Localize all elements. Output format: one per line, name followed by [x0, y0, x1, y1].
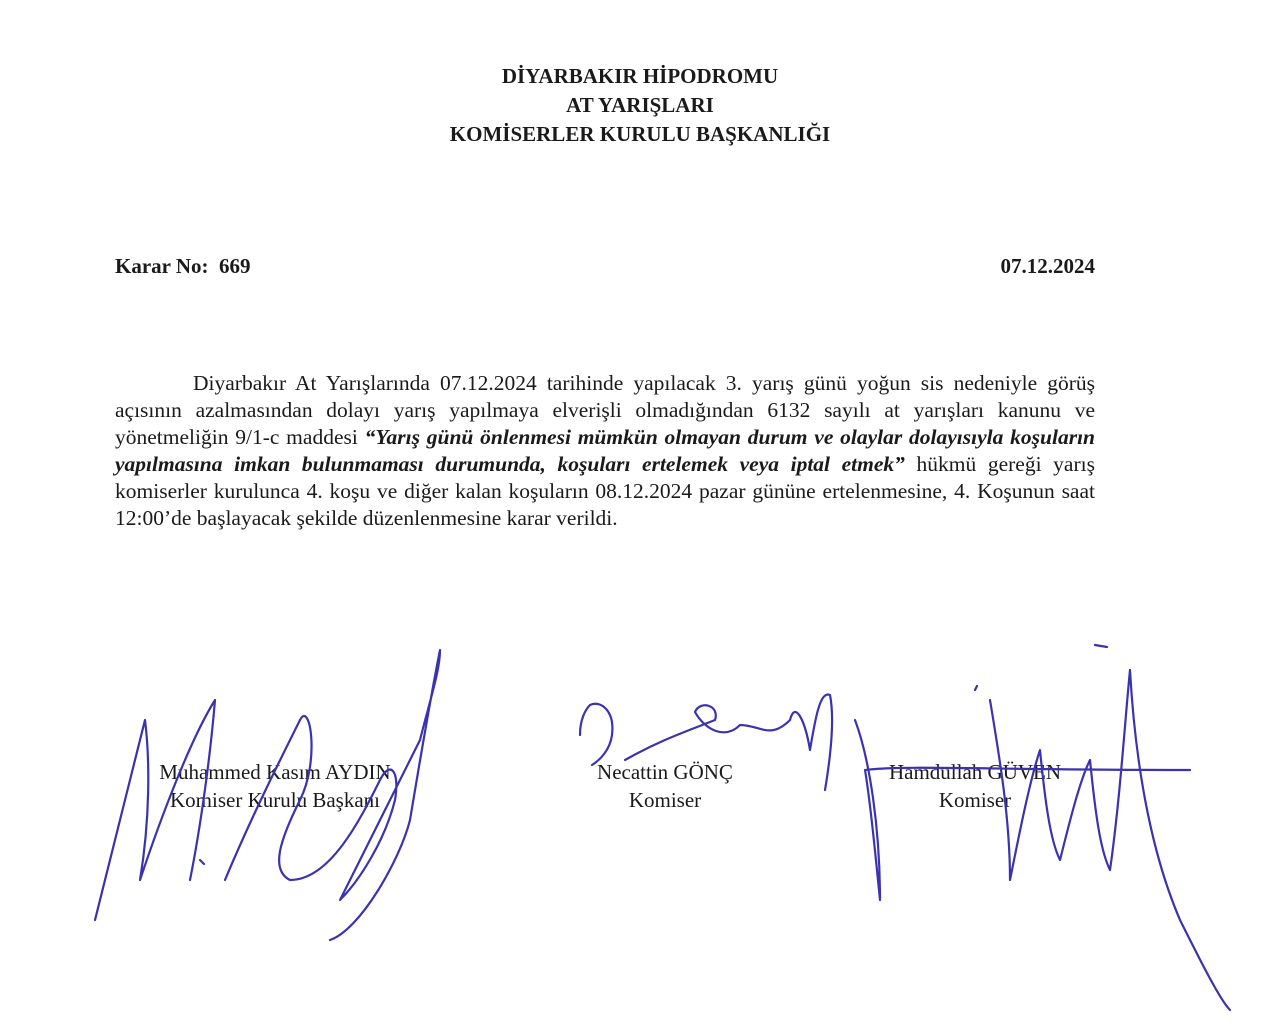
signatory-title: Komiser: [628, 788, 702, 812]
signatory-title: Komiser Kurulu Başkanı: [170, 788, 380, 812]
signatory-member-2: [860, 758, 1090, 814]
body-text-1: Diyarbakır At Yarışlarında 07.12.2024 tarihinde yapılacak 3. yarış günü yoğun sis nedeniyle görüş açısının azalmasından dolayı yarış yapılmaya elverişli olmadığından 6132 sayılı at yarışları kanunu ve yönetmeliğin 9/1-c maddesi: [115, 371, 1095, 449]
signatory-name: Necattin GÖNÇ: [597, 760, 733, 784]
signatory-title: Komiser: [938, 788, 1012, 812]
header-line-2: AT YARIŞLARI: [566, 93, 714, 117]
signatory-chairman: [105, 758, 445, 814]
signatory-member-1: [565, 758, 765, 814]
signatory-name: Hamdullah GÜVEN: [888, 760, 1062, 784]
signatory-name: Muhammed Kasım AYDIN: [159, 760, 391, 784]
header-line-3: KOMİSERLER KURULU BAŞKANLIĞI: [449, 122, 831, 146]
decision-body: [115, 370, 1095, 532]
decision-number: 669: [219, 254, 251, 278]
decision-number-label: Karar No:: [115, 254, 209, 278]
body-text-2: hükmü gereği yarış komiserler kurulunca 4. koşu ve diğer kalan koşuların 08.12.2024 pazar gününe ertelenmesine, 4. Koşunun saat 12:00’de başlayacak şekilde düzenlenmesine karar verildi.: [115, 452, 1095, 530]
document-header: [0, 62, 1280, 149]
decision-meta: [115, 254, 1095, 279]
header-line-1: DİYARBAKIR HİPODROMU: [501, 64, 779, 88]
signature-member-2: [855, 645, 1230, 1010]
decision-date: 07.12.2024: [1000, 254, 1095, 278]
body-quote: “Yarış günü önlenmesi mümkün olmayan durum ve olaylar dolayısıyla koşuların yapılmasına imkan bulunmaması durumunda, koşuları ertelemek veya iptal etmek”: [115, 425, 1095, 476]
